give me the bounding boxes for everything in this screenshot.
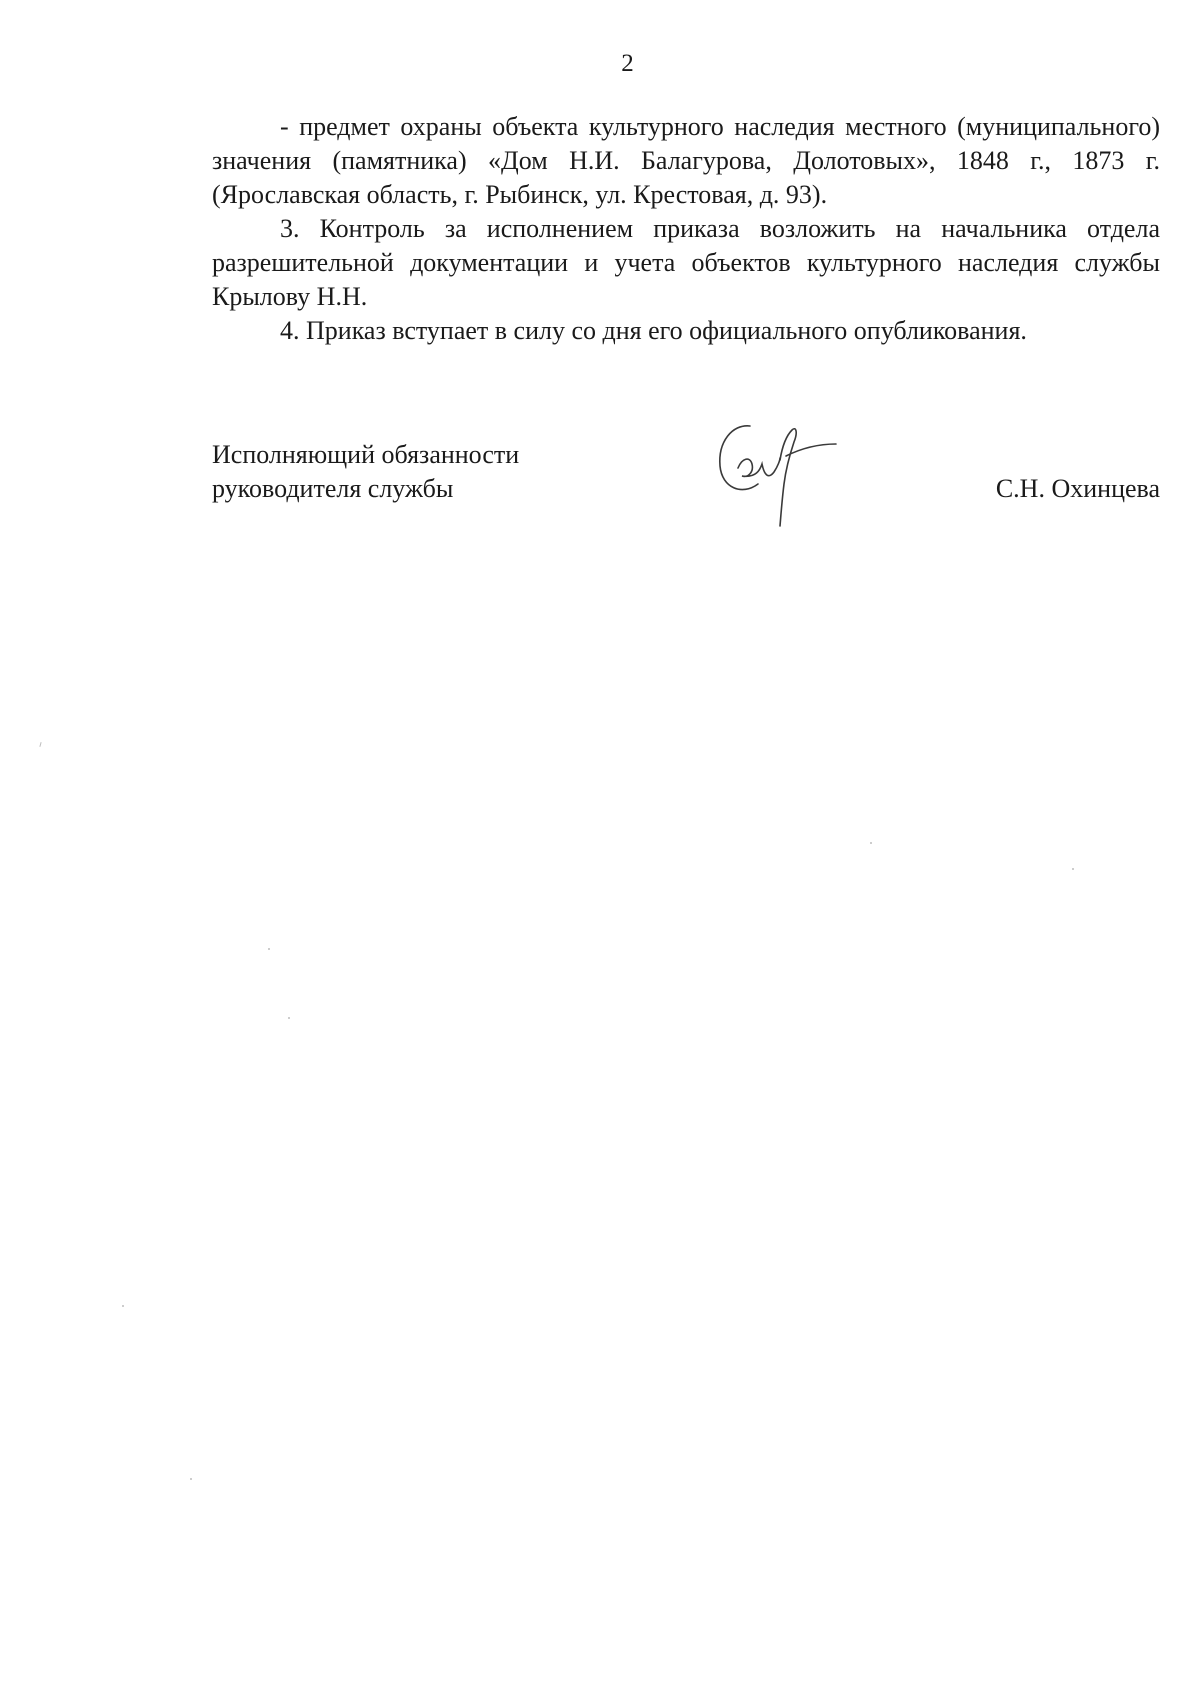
handwritten-signature [702,408,862,538]
scan-speck [288,1017,290,1019]
signer-name: С.Н. Охинцева [995,474,1160,503]
signer-title-line2: руководителя службы [212,474,454,503]
scan-speck [1072,868,1074,870]
scan-speck [39,742,41,747]
signer-title-line1: Исполняющий обязанности [212,440,520,469]
scan-speck [870,842,872,844]
scan-speck [122,1305,124,1307]
page-number: 2 [621,50,634,77]
paragraph-control: 3. Контроль за исполнением приказа возложить на начальника отдела разрешительной документации и учета объектов культурного наследия службы Крылову Н.Н. [212,214,1160,311]
scan-speck [268,948,270,950]
paragraph-protection-subject: - предмет охраны объекта культурного наследия местного (муниципального) значения (памятника) «Дом Н.И. Балагурова, Долотовых», 1848 г., 1873 г. (Ярославская область, г. Рыбинск, ул. Крестовая, д. 93). [212,112,1160,209]
document-body [212,110,1160,348]
signature-block [212,438,1160,528]
signer-title [212,438,519,506]
paragraph-effective-date: 4. Приказ вступает в силу со дня его официального опубликования. [280,316,1027,345]
scan-speck [190,1478,192,1480]
